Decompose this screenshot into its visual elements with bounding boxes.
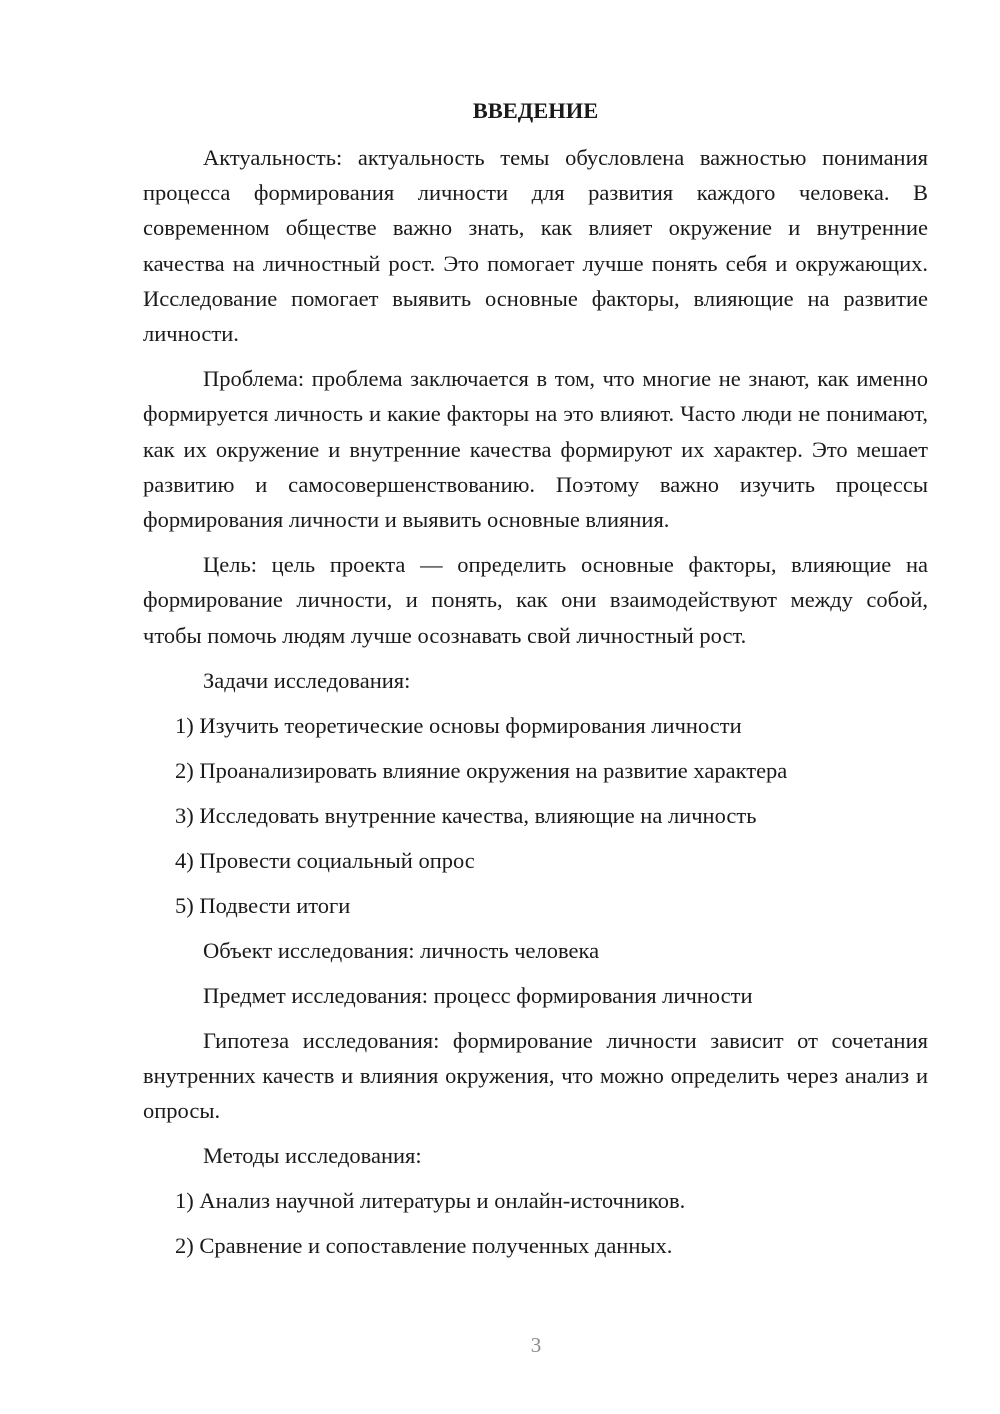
- list-item: 2) Сравнение и сопоставление полученных данных.: [175, 1233, 673, 1259]
- relevance-paragraph: Актуальность: актуальность темы обусловлена важностью понимания процесса формирования личности для развития каждого человека. В современном обществе важно знать, как влияет окружение и внутренние качества на личностный рост. Это помогает лучше понять себя и окружающих. Исследование помогает выявить основные факторы, влияющие на развитие личности.: [143, 145, 928, 347]
- hypothesis-paragraph: Гипотеза исследования: формирование личности зависит от сочетания внутренних качеств и влияния окружения, что можно определить через анализ и опросы.: [143, 1027, 928, 1124]
- goal-paragraph: Цель: цель проекта — определить основные факторы, влияющие на формирование личности, и понять, как они взаимодействуют между собой, чтобы помочь людям лучше осознавать свой личностный рост.: [143, 552, 928, 648]
- tasks-heading: Задачи исследования:: [203, 667, 411, 693]
- list-item: 4) Провести социальный опрос: [175, 847, 475, 873]
- methods-heading: Методы исследования:: [203, 1143, 422, 1169]
- research-object: Объект исследования: личность человека: [203, 937, 600, 963]
- list-item: 3) Исследовать внутренние качества, влияющие на личность: [175, 802, 757, 828]
- tasks-list: [143, 708, 928, 923]
- methods-list: [143, 1183, 928, 1263]
- research-subject: Предмет исследования: процесс формирования личности: [203, 982, 753, 1008]
- page-body: [143, 94, 928, 1273]
- problem-paragraph: Проблема: проблема заключается в том, что многие не знают, как именно формируется личность и какие факторы на это влияют. Часто люди не понимают, как их окружение и внутренние качества формируют их характер. Это мешает развитию и самосовершенствованию. Поэтому важно изучить процессы формирования личности и выявить основные влияния.: [143, 366, 928, 533]
- page-title: ВВЕДЕНИЕ: [472, 98, 599, 123]
- list-item: 1) Анализ научной литературы и онлайн-источников.: [175, 1188, 686, 1214]
- list-item: 1) Изучить теоретические основы формирования личности: [175, 712, 742, 738]
- list-item: 5) Подвести итоги: [175, 892, 351, 918]
- list-item: 2) Проанализировать влияние окружения на развитие характера: [175, 757, 788, 783]
- page-number: 3: [530, 1333, 542, 1357]
